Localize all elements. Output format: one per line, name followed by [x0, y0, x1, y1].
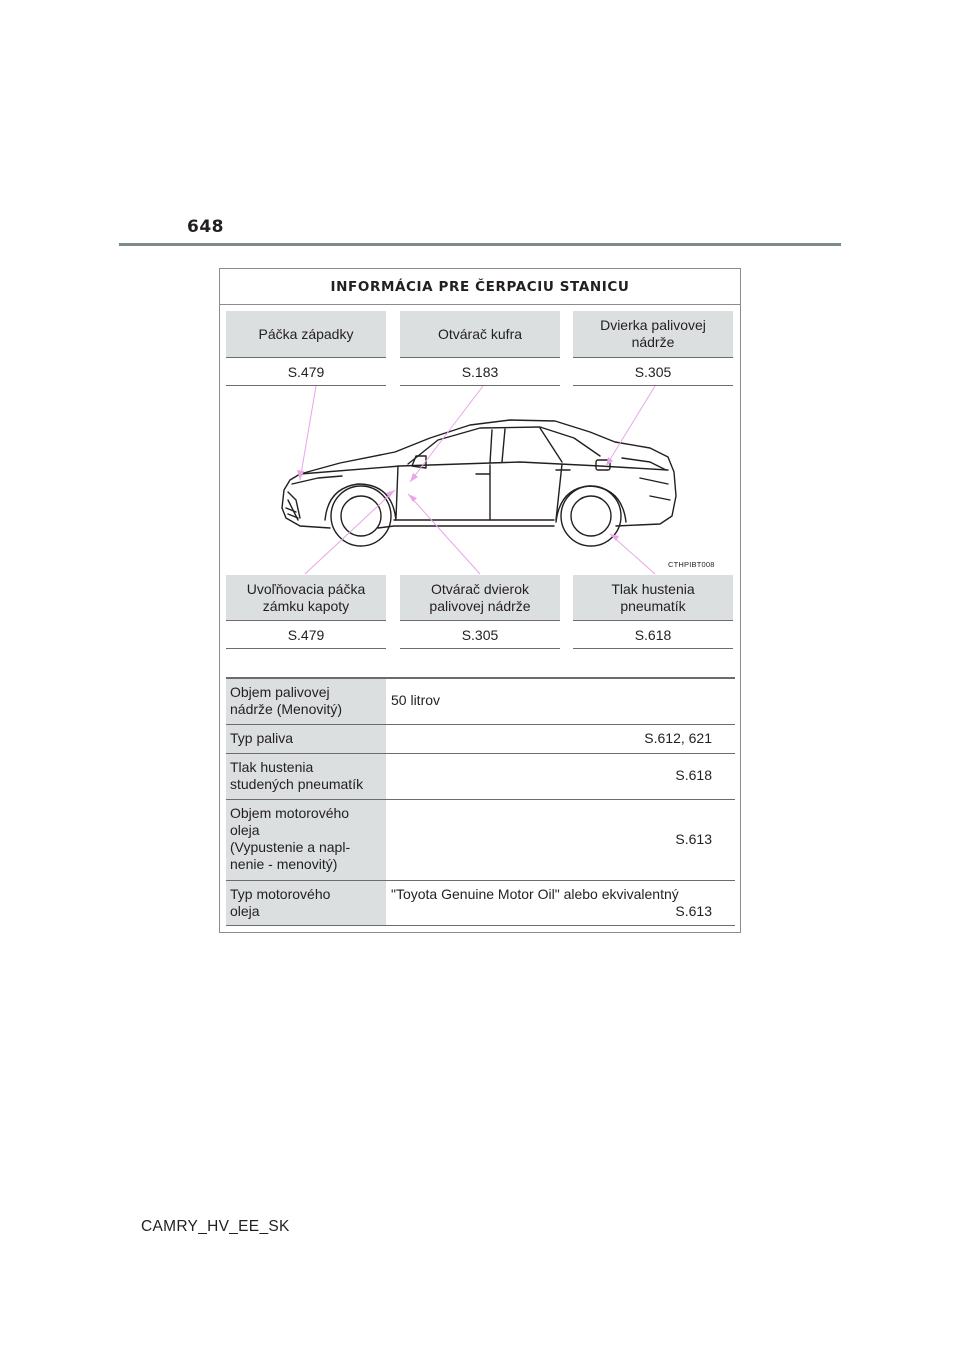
spec-value-cell	[386, 679, 735, 724]
page-number: 648	[187, 217, 224, 237]
document-code: CAMRY_HV_EE_SK	[141, 1218, 290, 1235]
spec-ref: S.618	[675, 767, 712, 783]
box-title: INFORMÁCIA PRE ČERPACIU STANICU	[220, 269, 740, 305]
label-tire-pressure: Tlak hustenia pneumatík	[573, 575, 733, 621]
spec-label: Typ motorového oleja	[226, 881, 386, 925]
spec-label: Tlak hustenia studených pneumatík	[226, 754, 386, 799]
label-hood-latch: Páčka západky	[226, 311, 386, 358]
ref-hood-latch: S.479	[226, 358, 386, 386]
figure-code: CTHPIBT008	[668, 560, 715, 569]
spec-ref: S.613	[675, 830, 712, 847]
spec-row-cold-tire-pressure	[226, 754, 735, 800]
spec-row-fuel-capacity	[226, 679, 735, 725]
label-fuel-door: Dvierka palivovej nádrže	[573, 311, 733, 358]
spec-row-oil-type	[226, 881, 735, 926]
label-fuel-door-opener: Otvárač dvierok palivovej nádrže	[400, 575, 560, 621]
ref-fuel-door-opener: S.305	[400, 621, 560, 649]
spec-table	[226, 677, 735, 926]
spec-label: Objem palivovej nádrže (Menovitý)	[226, 679, 386, 724]
spec-value-cell	[386, 725, 735, 753]
ref-trunk-opener: S.183	[400, 358, 560, 386]
spec-row-oil-capacity	[226, 800, 735, 881]
spec-value-cell	[386, 881, 735, 925]
ref-fuel-door: S.305	[573, 358, 733, 386]
ref-hood-release: S.479	[226, 621, 386, 649]
spec-ref: S.613	[675, 902, 712, 919]
spec-label: Objem motorového oleja (Vypustenie a napl- nenie - menovitý)	[226, 800, 386, 880]
label-hood-release: Uvoľňovacia páčka zámku kapoty	[226, 575, 386, 621]
spec-row-fuel-type	[226, 725, 735, 754]
spec-value: 50 litrov	[391, 692, 441, 708]
spec-label: Typ paliva	[226, 725, 386, 753]
spec-ref: S.612, 621	[644, 729, 712, 746]
spec-value-cell	[386, 800, 735, 880]
spec-value-cell	[386, 754, 735, 799]
spec-value: "Toyota Genuine Motor Oil" alebo ekvivalentný	[391, 885, 679, 902]
label-trunk-opener: Otvárač kufra	[400, 311, 560, 358]
ref-tire-pressure: S.618	[573, 621, 733, 649]
